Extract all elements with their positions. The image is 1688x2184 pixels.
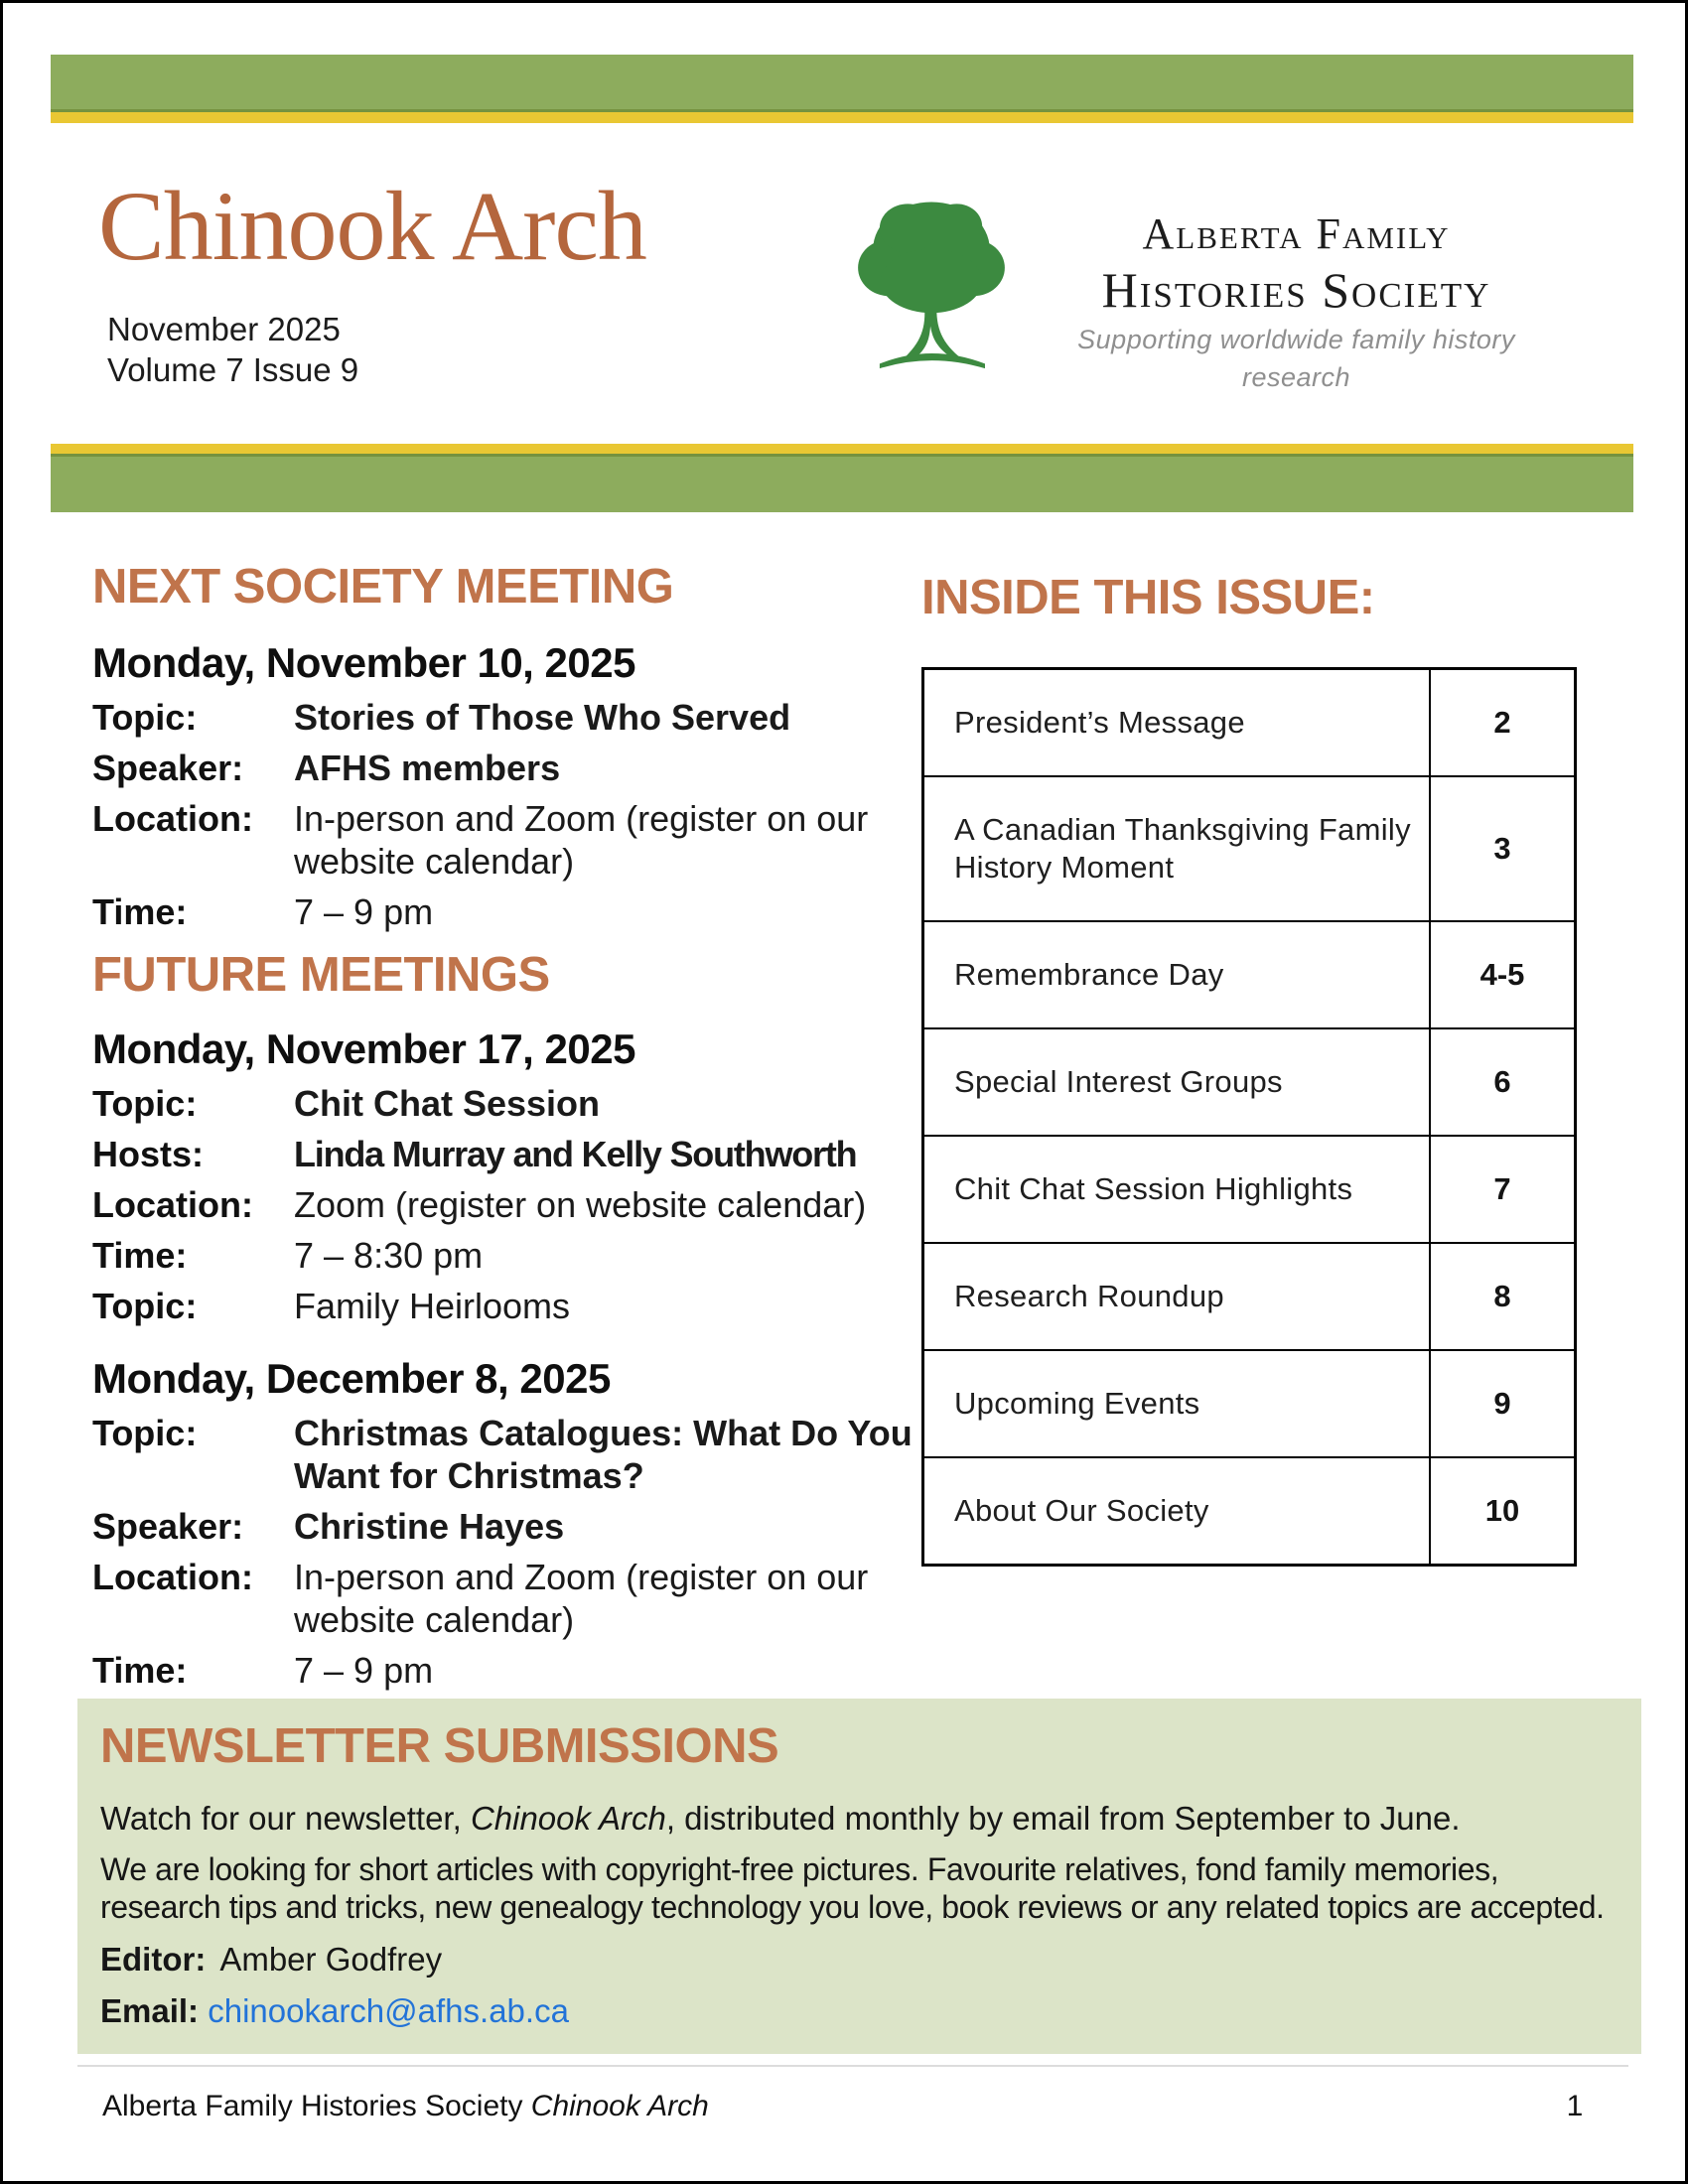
toc-row xyxy=(923,1136,1576,1243)
meeting-date: Monday, November 10, 2025 xyxy=(92,639,635,686)
email-line xyxy=(100,1991,1621,2031)
meeting-detail-row xyxy=(92,1234,946,1277)
toc-table xyxy=(921,667,1577,1567)
meeting-detail-row xyxy=(92,1505,946,1548)
detail-label: Location: xyxy=(92,1557,253,1597)
meeting-detail-row xyxy=(92,1082,946,1125)
toc-item-page: 7 xyxy=(1430,1136,1576,1243)
toc-row xyxy=(923,1350,1576,1457)
logo-text xyxy=(1026,209,1567,396)
meeting-detail-row xyxy=(92,1133,946,1175)
submissions-para-1: Watch for our newsletter, Chinook Arch, distributed monthly by email from September to June. xyxy=(100,1800,1461,1837)
footer-newsletter-name: Chinook Arch xyxy=(530,2090,709,2122)
top-bar-green xyxy=(51,55,1633,109)
toc-item-page: 2 xyxy=(1430,669,1576,777)
toc-row xyxy=(923,1457,1576,1566)
meeting-detail-row xyxy=(92,1285,946,1327)
heading-future-meetings: FUTURE MEETINGS xyxy=(92,948,550,1002)
detail-label: Time: xyxy=(92,891,188,932)
detail-label: Topic: xyxy=(92,1286,198,1326)
toc-item-title: Research Roundup xyxy=(923,1243,1431,1350)
meetings-column xyxy=(92,560,946,1700)
editor-line xyxy=(100,1940,1621,1979)
meeting-detail-row xyxy=(92,696,946,739)
heading-next-society-meeting: NEXT SOCIETY MEETING xyxy=(92,560,674,614)
mid-bar-yellow xyxy=(51,444,1633,454)
detail-value: 7 – 8:30 pm xyxy=(294,1235,484,1276)
society-logo xyxy=(842,180,1557,392)
footer-page-number: 1 xyxy=(1566,2090,1584,2122)
newsletter-title: Chinook Arch xyxy=(98,171,646,281)
toc-item-page: 9 xyxy=(1430,1350,1576,1457)
toc-item-page: 3 xyxy=(1430,776,1576,921)
detail-label: Location: xyxy=(92,1184,253,1225)
logo-org-line1: Alberta Family xyxy=(1142,209,1451,258)
top-bar-yellow xyxy=(51,112,1633,123)
detail-value: In-person and Zoom (register on our website calendar) xyxy=(294,798,869,882)
meeting-date: Monday, November 17, 2025 xyxy=(92,1025,635,1072)
meeting-detail-row xyxy=(92,1649,946,1692)
toc-item-page: 10 xyxy=(1430,1457,1576,1566)
footer-divider xyxy=(77,2065,1628,2067)
detail-value: Linda Murray and Kelly Southworth xyxy=(294,1134,857,1174)
toc-row xyxy=(923,921,1576,1028)
tree-logo-icon xyxy=(842,180,1021,383)
issue-block xyxy=(107,309,358,390)
footer-text: Alberta Family Histories Society Chinook Arch xyxy=(102,2090,709,2122)
toc-item-title: A Canadian Thanksgiving Family History Moment xyxy=(923,776,1431,921)
newsletter-name-italic: Chinook Arch xyxy=(470,1800,666,1837)
toc-row xyxy=(923,669,1576,777)
toc-row xyxy=(923,1243,1576,1350)
toc-item-title: Remembrance Day xyxy=(923,921,1431,1028)
email-link[interactable]: chinookarch@afhs.ab.ca xyxy=(208,1992,569,2029)
meeting-detail-row xyxy=(92,1183,946,1226)
toc-item-title: Upcoming Events xyxy=(923,1350,1431,1457)
detail-value: Christmas Catalogues: What Do You Want for Christmas? xyxy=(294,1413,913,1496)
detail-value: Stories of Those Who Served xyxy=(294,697,791,738)
toc-item-title: Special Interest Groups xyxy=(923,1028,1431,1136)
detail-value: Zoom (register on website calendar) xyxy=(294,1184,867,1225)
meeting-detail-row xyxy=(92,1556,946,1641)
submissions-para-2: We are looking for short articles with copyright-free pictures. Favourite relatives, fond family memories, research tips and tricks, new genealogy technology you love, book reviews or any related topics are accepted. xyxy=(100,1851,1605,1925)
toc-row xyxy=(923,776,1576,921)
detail-value: AFHS members xyxy=(294,748,561,788)
heading-inside-this-issue: INSIDE THIS ISSUE: xyxy=(921,571,1375,624)
toc-column xyxy=(921,571,1579,1567)
detail-value: Family Heirlooms xyxy=(294,1286,571,1326)
meeting-detail-row xyxy=(92,797,946,883)
detail-label: Topic: xyxy=(92,1413,198,1453)
toc-item-page: 6 xyxy=(1430,1028,1576,1136)
logo-org-line2: Histories Society xyxy=(1101,262,1491,318)
meeting-date: Monday, December 8, 2025 xyxy=(92,1355,611,1402)
detail-label: Speaker: xyxy=(92,748,244,788)
detail-value: Christine Hayes xyxy=(294,1506,565,1547)
detail-label: Time: xyxy=(92,1650,188,1691)
detail-value: 7 – 9 pm xyxy=(294,1650,434,1691)
meeting-detail-row xyxy=(92,1412,946,1497)
toc-item-page: 4-5 xyxy=(1430,921,1576,1028)
detail-label: Time: xyxy=(92,1235,188,1276)
detail-value: 7 – 9 pm xyxy=(294,891,434,932)
detail-label: Location: xyxy=(92,798,253,839)
meeting-detail-row xyxy=(92,890,946,933)
editor-label: Editor: xyxy=(100,1941,207,1978)
detail-label: Topic: xyxy=(92,697,198,738)
issue-volume: Volume 7 Issue 9 xyxy=(107,351,359,388)
meeting-detail-row xyxy=(92,747,946,789)
newsletter-submissions-box xyxy=(77,1699,1641,2054)
detail-value: In-person and Zoom (register on our website calendar) xyxy=(294,1557,869,1640)
issue-date: November 2025 xyxy=(107,311,341,347)
logo-tagline: Supporting worldwide family history research xyxy=(1077,325,1515,392)
detail-label: Topic: xyxy=(92,1083,198,1124)
detail-label: Hosts: xyxy=(92,1134,205,1174)
detail-value: Chit Chat Session xyxy=(294,1083,601,1124)
toc-row xyxy=(923,1028,1576,1136)
detail-label: Speaker: xyxy=(92,1506,244,1547)
heading-newsletter-submissions: NEWSLETTER SUBMISSIONS xyxy=(100,1719,779,1773)
toc-item-title: President’s Message xyxy=(923,669,1431,777)
toc-item-title: Chit Chat Session Highlights xyxy=(923,1136,1431,1243)
toc-item-title: About Our Society xyxy=(923,1457,1431,1566)
editor-name: Amber Godfrey xyxy=(219,1941,443,1978)
email-label: Email: xyxy=(100,1992,200,2029)
toc-item-page: 8 xyxy=(1430,1243,1576,1350)
mid-bar-green xyxy=(51,457,1633,512)
